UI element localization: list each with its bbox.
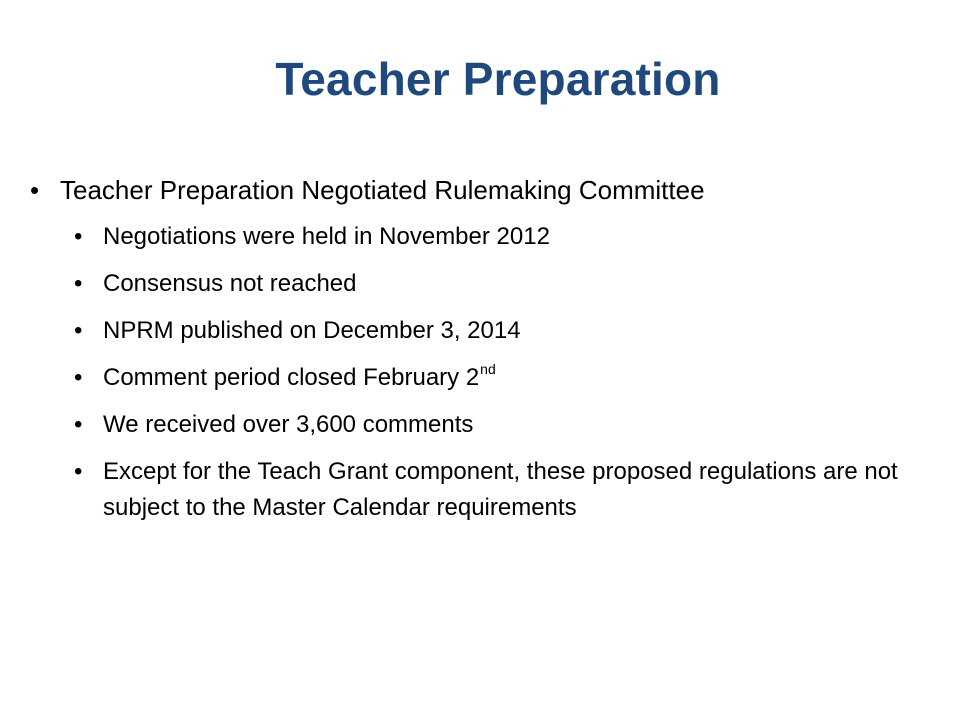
sub-bullet-text: NPRM published on December 3, 2014 <box>103 317 521 344</box>
bullet-marker: • <box>74 223 83 250</box>
sub-bullet-item <box>74 219 904 255</box>
sub-bullet-item <box>74 407 904 443</box>
sub-bullet-main-text: Comment period closed February 2 <box>103 364 480 391</box>
slide-title: Teacher Preparation <box>275 53 721 105</box>
sub-bullet-item <box>74 360 904 396</box>
ordinal-superscript: nd <box>480 361 496 377</box>
sub-bullet-item <box>74 454 904 526</box>
sub-bullet-item <box>74 266 904 302</box>
main-bullet-text: Teacher Preparation Negotiated Rulemaking Committee <box>60 175 705 205</box>
sub-bullet-text <box>103 360 904 396</box>
bullet-marker: • <box>74 458 83 485</box>
bullet-marker: • <box>30 175 40 205</box>
sub-bullet-text: Negotiations were held in November 2012 <box>103 223 550 250</box>
sub-bullet-text: We received over 3,600 comments <box>103 411 474 438</box>
sub-bullet-text: Consensus not reached <box>103 270 357 297</box>
sub-bullet-text: Except for the Teach Grant component, these proposed regulations are not subject to the Master Calendar requirements <box>103 458 898 521</box>
sub-bullet-list <box>74 219 904 537</box>
bullet-marker: • <box>74 411 83 438</box>
sub-bullet-item <box>74 313 904 349</box>
bullet-marker: • <box>74 317 83 344</box>
bullet-marker: • <box>74 364 83 391</box>
bullet-marker: • <box>74 270 83 297</box>
